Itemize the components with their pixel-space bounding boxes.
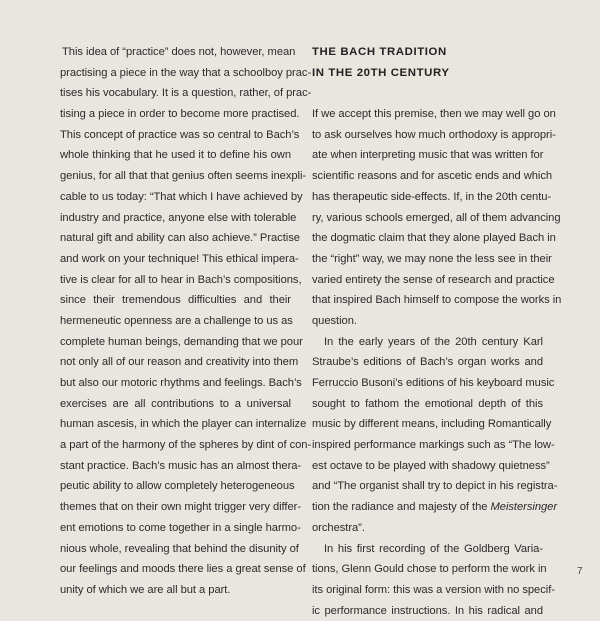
text-line: has therapeutic side-effects. If, in the 20th centu- [312, 190, 552, 203]
text-line: est octave to be played with shadowy quietness” [312, 459, 550, 472]
italic-title: Meistersinger [490, 501, 558, 514]
text-line: ent emotions to come together in a single harmo- [60, 521, 301, 534]
text-line: a part of the harmony of the spheres by dint of con- [60, 439, 312, 452]
text-line: complete human beings, demanding that we pour [60, 335, 303, 348]
text-line: that inspired Bach himself to compose the works in [312, 294, 562, 307]
text-line: the “right” way, we may none the less see in their [312, 252, 552, 265]
text-line: scientific reasons and for ascetic ends and which [312, 170, 553, 183]
text-line: its original form: this was a version with no specif- [312, 583, 555, 596]
text-line: human ascesis, in which the player can internalize [60, 418, 307, 431]
text-line: varied entirety the sense of research and practice [312, 273, 555, 286]
text-line: cable to us today: “That which I have achieved by [60, 190, 303, 203]
text-line: This idea of “practice” does not, however, mean [62, 46, 296, 58]
text-line: exercises are all contributions to a universal [60, 397, 291, 410]
text-line: tises his vocabulary. It is a question, rather, of prac- [60, 87, 312, 100]
text-line: nious whole, revealing that behind the disunity of [60, 542, 299, 555]
text-line [312, 497, 558, 518]
text-line: whole thinking that he used it to define his own [60, 149, 291, 162]
page-number: 7 [577, 566, 583, 577]
text-line: ry, various schools emerged, all of them advancing [312, 211, 561, 224]
section-heading: IN THE 20TH CENTURY [312, 66, 450, 79]
text-line: question. [312, 314, 357, 327]
section-heading: THE BACH TRADITION [312, 46, 447, 58]
text-line: hermeneutic openness are a challenge to us as [60, 314, 293, 327]
text-line: Ferruccio Busoni’s editions of his keyboard music [312, 377, 555, 389]
text-line: not only all of our reason and creativity into them [60, 356, 299, 369]
text-line: tions, Glenn Gould chose to perform the work in [312, 563, 547, 576]
text-line: inspired performance markings such as “The low- [312, 439, 555, 452]
text-line: orchestra”. [312, 521, 365, 534]
text-line: tising a piece in order to become more practised. [60, 108, 300, 121]
text-line: and work on your technique! This ethical impera- [60, 252, 299, 265]
text-line: our feelings and moods there lies a great sense of [60, 563, 306, 576]
text-line: industry and practice, anyone else with tolerable [60, 211, 297, 224]
text-line: ate when interpreting music that was written for [312, 149, 544, 162]
text-line: practising a piece in the way that a schoolboy prac- [60, 66, 312, 79]
text-line: but also our motoric rhythms and feelings. Bach’s [60, 377, 302, 389]
text-line: to ask ourselves how much orthodoxy is appropri- [312, 128, 556, 141]
text-line: sought to fathom the emotional depth of this [312, 397, 543, 410]
text-line: tive is clear for all to hear in Bach’s compositions, [60, 273, 302, 286]
text-line: If we accept this premise, then we may well go on [312, 108, 556, 121]
text-line: and “The organist shall try to depict in his registra- [312, 480, 558, 493]
text-line: stant practice. Bach’s music has an almost thera- [60, 459, 302, 472]
text-line: natural gift and ability can also achieve.” Practise [60, 232, 300, 245]
text-segment: tion the radiance and majesty of the [312, 501, 488, 514]
text-line: since their tremendous difficulties and their [60, 294, 291, 307]
text-line: In the early years of the 20th century Karl [324, 335, 543, 348]
text-line: genius, for all that that genius often seems inexpli- [60, 170, 307, 183]
text-line: peutic ability to allow completely heterogeneous [60, 480, 295, 493]
text-line: ic performance instructions. In his radical and [312, 604, 543, 617]
left-column [60, 42, 312, 601]
text-line: music by different means, including Romantically [312, 418, 552, 431]
text-line: In his first recording of the Goldberg Varia- [324, 542, 543, 555]
text-line: Straube’s editions of Bach’s organ works and [312, 356, 543, 369]
right-column [312, 42, 562, 621]
text-line: This concept of practice was so central to Bach’s [60, 128, 300, 141]
text-line: unity of which we are all but a part. [60, 583, 231, 596]
text-line: the dogmatic claim that they alone played Bach in [312, 232, 556, 245]
text-line: themes that on their own might trigger very differ- [60, 501, 301, 514]
